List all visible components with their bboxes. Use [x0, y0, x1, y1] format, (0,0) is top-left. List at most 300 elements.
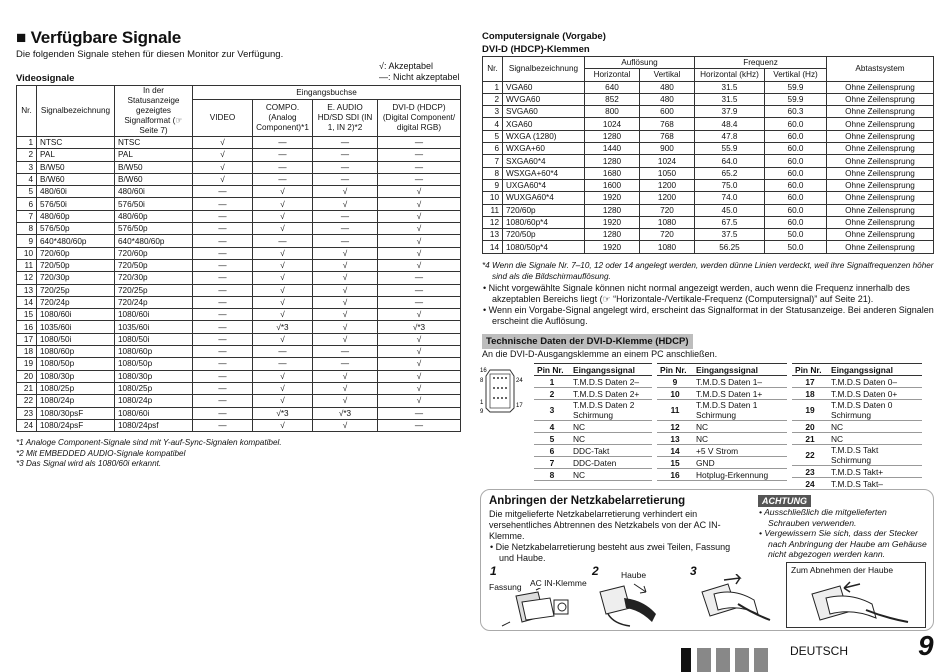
computer-notes — [482, 283, 937, 327]
intro-text: Die folgenden Signale stehen für diesen Monitor zur Verfügung. — [16, 49, 284, 60]
table-row — [17, 161, 461, 173]
cell-eaudio: √ — [313, 382, 378, 394]
cell-nr: 8 — [17, 223, 37, 235]
cell-eaudio: √ — [313, 284, 378, 296]
table-row — [17, 309, 461, 321]
cell-vert: 1050 — [640, 167, 695, 179]
pin-signal: T.M.D.S Takt– — [828, 478, 922, 490]
pin-row — [657, 421, 787, 433]
table-row — [17, 247, 461, 259]
col-eaudio: E. AUDIO HD/SD SDI (IN 1, IN 2)*2 — [313, 100, 378, 137]
cell-eaudio: — — [313, 235, 378, 247]
cell-nr: 9 — [17, 235, 37, 247]
cell-name: 720/60p — [503, 204, 585, 216]
cell-scan: Ohne Zeilensprung — [827, 241, 934, 253]
signal-header: Eingangssignal — [828, 364, 922, 376]
cell-video: — — [193, 309, 253, 321]
cell-nr: 5 — [17, 186, 37, 198]
table-row — [17, 358, 461, 370]
cell-compo: √ — [253, 259, 313, 271]
conn-label-9: 9 — [480, 409, 484, 414]
cell-status: 480/60p — [115, 210, 193, 222]
pin-signal: T.M.D.S Daten 0– — [828, 376, 922, 388]
cell-eaudio: √*3 — [313, 407, 378, 419]
cell-vert: 480 — [640, 81, 695, 93]
cell-status: 1035/60i — [115, 321, 193, 333]
cell-dvi: — — [378, 149, 461, 161]
cell-video: — — [193, 358, 253, 370]
table-row — [483, 118, 934, 130]
legend-ok: √: Akzeptabel — [379, 61, 433, 71]
cell-eaudio: — — [313, 346, 378, 358]
pin-number: 10 — [657, 388, 693, 400]
cell-vfreq: 60.0 — [765, 179, 827, 191]
cell-status: 1080/50i — [115, 333, 193, 345]
cell-hor: 1280 — [585, 155, 640, 167]
col-status: In der Statusanzeige gezeigtes Signalformat (☞ Seite 7) — [115, 86, 193, 137]
pin-number: 7 — [534, 457, 570, 469]
cell-video: — — [193, 247, 253, 259]
power-text: Die mitgelieferte Netzkabelarretierung verhindert ein versehentliches Abtrennen des Netzkabels von der AC IN-Klemme. — [489, 509, 721, 541]
cell-vert: 1200 — [640, 192, 695, 204]
footnote-1: *1 Analoge Component-Signale sind mit Y-auf-Sync-Signalen kompatibel. — [16, 438, 282, 447]
pin-number: 12 — [657, 421, 693, 433]
cell-video: — — [193, 395, 253, 407]
cell-video: — — [193, 407, 253, 419]
cell-compo: — — [253, 137, 313, 149]
cell-dvi: — — [378, 296, 461, 308]
cell-nr: 2 — [17, 149, 37, 161]
pin-signal: +5 V Strom — [693, 445, 787, 457]
cell-vfreq: 60.3 — [765, 106, 827, 118]
cell-dvi: √ — [378, 259, 461, 271]
cell-name: UXGA60*4 — [503, 179, 585, 191]
cell-status: 1080/60p — [115, 346, 193, 358]
cell-name: 1080/60i — [37, 309, 115, 321]
cell-eaudio: — — [313, 161, 378, 173]
cell-vfreq: 60.0 — [765, 204, 827, 216]
cell-vfreq: 60.0 — [765, 143, 827, 155]
pin-number: 6 — [534, 445, 570, 457]
dvi-text: An die DVI-D-Ausgangsklemme an einem PC anschließen. — [482, 349, 718, 359]
cell-vert: 768 — [640, 130, 695, 142]
cell-nr: 13 — [483, 229, 503, 241]
cell-video: — — [193, 272, 253, 284]
step-2-label: 2 — [592, 564, 599, 578]
step-3-label: 3 — [690, 564, 697, 578]
table-row — [17, 259, 461, 271]
cell-vert: 1080 — [640, 216, 695, 228]
cell-scan: Ohne Zeilensprung — [827, 167, 934, 179]
cell-compo: √ — [253, 198, 313, 210]
table-row — [483, 179, 934, 191]
cell-status: 576/50i — [115, 198, 193, 210]
cell-hfreq: 31.5 — [695, 93, 765, 105]
cell-dvi: — — [378, 284, 461, 296]
pin-signal: T.M.D.S Daten 1– — [693, 376, 787, 388]
pin-row — [534, 376, 652, 388]
table-row — [483, 81, 934, 93]
cell-compo: √ — [253, 395, 313, 407]
cell-scan: Ohne Zeilensprung — [827, 118, 934, 130]
cell-scan: Ohne Zeilensprung — [827, 155, 934, 167]
footer-stripe — [735, 648, 749, 672]
page-title: ■ Verfügbare Signale — [16, 28, 181, 47]
cell-nr: 4 — [483, 118, 503, 130]
pin-number: 21 — [792, 433, 828, 445]
pin-row — [657, 469, 787, 481]
pin-table-3 — [792, 363, 922, 490]
cell-hfreq: 48.4 — [695, 118, 765, 130]
table-row — [17, 235, 461, 247]
cell-video: — — [193, 382, 253, 394]
cell-dvi: √ — [378, 382, 461, 394]
cell-vert: 600 — [640, 106, 695, 118]
computer-signal-table — [482, 56, 934, 254]
cell-compo: √ — [253, 419, 313, 431]
pin-number: 11 — [657, 400, 693, 421]
cell-scan: Ohne Zeilensprung — [827, 81, 934, 93]
cell-name: 1080/30p — [37, 370, 115, 382]
cell-dvi: √ — [378, 223, 461, 235]
cell-hfreq: 64.0 — [695, 155, 765, 167]
cell-dvi: √ — [378, 333, 461, 345]
table-row — [17, 419, 461, 431]
cell-name: WXGA (1280) — [503, 130, 585, 142]
cell-compo: — — [253, 235, 313, 247]
cell-eaudio: — — [313, 173, 378, 185]
pin-signal: T.M.D.S Daten 1+ — [693, 388, 787, 400]
pin-signal: NC — [828, 421, 922, 433]
ccol-vert: Vertikal — [640, 69, 695, 81]
cell-nr: 2 — [483, 93, 503, 105]
cell-status: 1080/24psf — [115, 419, 193, 431]
pin-row — [657, 376, 787, 388]
table-row — [17, 284, 461, 296]
cell-name: 1080/24p — [37, 395, 115, 407]
cell-hfreq: 47.8 — [695, 130, 765, 142]
cell-status: PAL — [115, 149, 193, 161]
cell-eaudio: — — [313, 149, 378, 161]
table-row — [17, 186, 461, 198]
cell-name: 720/50p — [37, 259, 115, 271]
cell-nr: 13 — [17, 284, 37, 296]
cell-compo: √ — [253, 284, 313, 296]
table-row — [17, 321, 461, 333]
cell-nr: 21 — [17, 382, 37, 394]
cell-compo: √ — [253, 370, 313, 382]
cell-compo: √ — [253, 210, 313, 222]
pin-header: Pin Nr. — [657, 364, 693, 376]
cell-status: NTSC — [115, 137, 193, 149]
cell-nr: 4 — [17, 173, 37, 185]
achtung-list — [758, 507, 928, 560]
cell-dvi: — — [378, 161, 461, 173]
cell-eaudio: √ — [313, 419, 378, 431]
pin-signal: NC — [693, 421, 787, 433]
table-row — [17, 137, 461, 149]
cell-nr: 3 — [483, 106, 503, 118]
ccol-hfreq: Horizontal (kHz) — [695, 69, 765, 81]
cell-status: 720/25p — [115, 284, 193, 296]
pin-number: 1 — [534, 376, 570, 388]
cell-vfreq: 60.0 — [765, 167, 827, 179]
cell-compo: √ — [253, 223, 313, 235]
cell-name: 720/60p — [37, 247, 115, 259]
cell-eaudio: √ — [313, 198, 378, 210]
note-bullet-2: • Wenn ein Vorgabe-Signal angelegt wird, erscheint das Signalformat in der Statusanzeige. Bei anderen Signalen erscheint die Auflösung. — [483, 305, 934, 326]
pin-row — [534, 421, 652, 433]
cell-eaudio: √ — [313, 247, 378, 259]
cell-status: 576/50p — [115, 223, 193, 235]
cell-compo: √ — [253, 296, 313, 308]
cell-compo: √ — [253, 333, 313, 345]
cell-name: NTSC — [37, 137, 115, 149]
pin-number: 17 — [792, 376, 828, 388]
pin-row — [792, 478, 922, 490]
table-row — [17, 333, 461, 345]
cell-hfreq: 65.2 — [695, 167, 765, 179]
footnote-3: *3 Das Signal wird als 1080/60i erkannt. — [16, 459, 162, 468]
video-footnotes — [16, 438, 282, 470]
cell-scan: Ohne Zeilensprung — [827, 229, 934, 241]
cell-hfreq: 75.0 — [695, 179, 765, 191]
legend-no: —: Nicht akzeptabel — [379, 72, 460, 82]
cell-status: 1080/50p — [115, 358, 193, 370]
cell-status: 1080/60i — [115, 309, 193, 321]
cell-dvi: — — [378, 137, 461, 149]
pin-row — [792, 445, 922, 466]
cell-dvi: √*3 — [378, 321, 461, 333]
cell-dvi: √ — [378, 309, 461, 321]
pin-table-1 — [534, 363, 652, 481]
table-row — [17, 382, 461, 394]
cell-hor: 1920 — [585, 216, 640, 228]
cell-hor: 800 — [585, 106, 640, 118]
cell-video: — — [193, 235, 253, 247]
cell-vfreq: 50.0 — [765, 241, 827, 253]
page-number: 9 — [918, 630, 934, 661]
conn-label-24: 24 — [516, 378, 523, 384]
pin-number: 2 — [534, 388, 570, 400]
cell-nr: 12 — [17, 272, 37, 284]
cell-vfreq: 50.0 — [765, 229, 827, 241]
cell-eaudio: — — [313, 137, 378, 149]
cell-name: SVGA60 — [503, 106, 585, 118]
cell-video: — — [193, 370, 253, 382]
pin-number: 20 — [792, 421, 828, 433]
cell-scan: Ohne Zeilensprung — [827, 192, 934, 204]
cell-dvi: — — [378, 419, 461, 431]
pin-number: 15 — [657, 457, 693, 469]
step-3-illustration — [694, 574, 776, 628]
cell-video: — — [193, 210, 253, 222]
cell-name: 576/50i — [37, 198, 115, 210]
table-row — [17, 346, 461, 358]
cell-name: 1080/50p*4 — [503, 241, 585, 253]
pin-row — [792, 376, 922, 388]
dvi-connector-diagram — [480, 364, 528, 414]
pin-row — [657, 433, 787, 445]
table-row — [17, 296, 461, 308]
pin-row — [792, 388, 922, 400]
cell-compo: — — [253, 346, 313, 358]
cell-nr: 1 — [17, 137, 37, 149]
table-row — [17, 223, 461, 235]
pin-row — [792, 400, 922, 421]
cell-nr: 15 — [17, 309, 37, 321]
cell-video: √ — [193, 137, 253, 149]
cell-hor: 1440 — [585, 143, 640, 155]
cell-nr: 18 — [17, 346, 37, 358]
pin-row — [534, 400, 652, 421]
cell-dvi: √ — [378, 247, 461, 259]
cell-status: B/W50 — [115, 161, 193, 173]
signal-header: Eingangssignal — [693, 364, 787, 376]
pin-number: 18 — [792, 388, 828, 400]
cell-nr: 20 — [17, 370, 37, 382]
cell-name: WUXGA60*4 — [503, 192, 585, 204]
cell-video: — — [193, 223, 253, 235]
cell-dvi: √ — [378, 186, 461, 198]
cell-name: 1080/50p — [37, 358, 115, 370]
cell-hfreq: 55.9 — [695, 143, 765, 155]
achtung-label: ACHTUNG — [758, 495, 811, 507]
cell-eaudio: √ — [313, 272, 378, 284]
cell-compo: √*3 — [253, 321, 313, 333]
cell-name: 480/60i — [37, 186, 115, 198]
cell-video: — — [193, 198, 253, 210]
cell-dvi: — — [378, 272, 461, 284]
note-bullet-1: • Nicht vorgewählte Signale können nicht normal angezeigt werden, auch wenn die Frequenz innerhalb des akzeptablen Bereichs liegt (☞ “Horizontale-/Vertikale-Frequenz (Computersignal)” auf Seite 21). — [483, 283, 910, 304]
signal-header: Eingangssignal — [570, 364, 652, 376]
cell-nr: 8 — [483, 167, 503, 179]
cell-video: √ — [193, 173, 253, 185]
label-haube: Haube — [621, 570, 647, 580]
cell-compo: √ — [253, 272, 313, 284]
pin-signal: T.M.D.S Daten 0 Schirmung — [828, 400, 922, 421]
cell-vfreq: 59.9 — [765, 93, 827, 105]
pin-number: 3 — [534, 400, 570, 421]
footer-stripe — [716, 648, 730, 672]
pin-row — [657, 445, 787, 457]
ccol-name: Signalbezeichnung — [503, 57, 585, 82]
cell-scan: Ohne Zeilensprung — [827, 179, 934, 191]
col-input: Eingangsbuchse — [193, 86, 461, 100]
cell-compo: √ — [253, 382, 313, 394]
cell-nr: 17 — [17, 333, 37, 345]
cell-name: 1080/24psF — [37, 419, 115, 431]
cell-nr: 9 — [483, 179, 503, 191]
cell-vert: 1024 — [640, 155, 695, 167]
pin-signal: NC — [570, 421, 652, 433]
cell-hfreq: 74.0 — [695, 192, 765, 204]
cell-vfreq: 60.0 — [765, 130, 827, 142]
cell-video: — — [193, 321, 253, 333]
cell-name: 640*480/60p — [37, 235, 115, 247]
cell-nr: 10 — [483, 192, 503, 204]
pin-row — [534, 388, 652, 400]
table-row — [17, 272, 461, 284]
table-row — [483, 155, 934, 167]
cell-nr: 10 — [17, 247, 37, 259]
cell-status: 640*480/60p — [115, 235, 193, 247]
pin-number: 24 — [792, 478, 828, 490]
step-1-illustration — [498, 588, 586, 628]
achtung-item-1: • Ausschließlich die mitgelieferten Schrauben verwenden. — [759, 507, 887, 528]
col-name: Signalbezeichnung — [37, 86, 115, 137]
cell-name: 720/30p — [37, 272, 115, 284]
table-row — [17, 198, 461, 210]
pin-number: 23 — [792, 466, 828, 478]
pin-number: 14 — [657, 445, 693, 457]
table-row — [17, 173, 461, 185]
col-dvi: DVI-D (HDCP) (Digital Component/ digital RGB) — [378, 100, 461, 137]
pin-signal: T.M.D.S Takt Schirmung — [828, 445, 922, 466]
cell-eaudio: — — [313, 210, 378, 222]
cell-compo: — — [253, 358, 313, 370]
pin-number: 4 — [534, 421, 570, 433]
step-2-illustration — [594, 578, 674, 628]
cell-scan: Ohne Zeilensprung — [827, 216, 934, 228]
pin-signal: NC — [570, 433, 652, 445]
cell-video: √ — [193, 149, 253, 161]
pin-signal: T.M.D.S Daten 2– — [570, 376, 652, 388]
pin-row — [534, 433, 652, 445]
label-remove-hood: Zum Abnehmen der Haube — [791, 565, 894, 575]
cell-compo: √ — [253, 247, 313, 259]
ccol-vfreq: Vertikal (Hz) — [765, 69, 827, 81]
table-row — [483, 106, 934, 118]
cell-name: 720/24p — [37, 296, 115, 308]
cell-scan: Ohne Zeilensprung — [827, 93, 934, 105]
cell-hor: 1280 — [585, 130, 640, 142]
cell-name: B/W50 — [37, 161, 115, 173]
pin-signal: DDC-Daten — [570, 457, 652, 469]
pin-number: 13 — [657, 433, 693, 445]
pin-signal: GND — [693, 457, 787, 469]
cell-eaudio: √ — [313, 370, 378, 382]
cell-vfreq: 60.0 — [765, 155, 827, 167]
footnote-2: *2 Mit EMBEDDED AUDIO-Signale kompatibel — [16, 448, 186, 458]
cell-hfreq: 37.5 — [695, 229, 765, 241]
cell-status: B/W60 — [115, 173, 193, 185]
cell-nr: 24 — [17, 419, 37, 431]
cell-dvi: √ — [378, 198, 461, 210]
cell-nr: 5 — [483, 130, 503, 142]
cell-status: 720/50p — [115, 259, 193, 271]
col-compo: COMPO. (Analog Component)*1 — [253, 100, 313, 137]
legend — [379, 61, 460, 83]
achtung-item-2: • Vergewissern Sie sich, dass der Stecker nach Anbringung der Haube am Gehäuse nicht abgezogen werden kann. — [759, 528, 927, 559]
footer-stripe — [754, 648, 768, 672]
cell-name: 480/60p — [37, 210, 115, 222]
step-1-label: 1 — [490, 564, 497, 578]
cell-nr: 7 — [483, 155, 503, 167]
cell-vfreq: 60.0 — [765, 216, 827, 228]
pin-row — [534, 445, 652, 457]
cell-hor: 1680 — [585, 167, 640, 179]
table-row — [483, 192, 934, 204]
cell-name: WSXGA+60*4 — [503, 167, 585, 179]
cell-nr: 11 — [483, 204, 503, 216]
cell-hfreq: 45.0 — [695, 204, 765, 216]
cell-name: 1080/30psF — [37, 407, 115, 419]
cell-name: 1080/50i — [37, 333, 115, 345]
table-row — [17, 149, 461, 161]
cell-status: 1080/25p — [115, 382, 193, 394]
ccol-hor: Horizontal — [585, 69, 640, 81]
